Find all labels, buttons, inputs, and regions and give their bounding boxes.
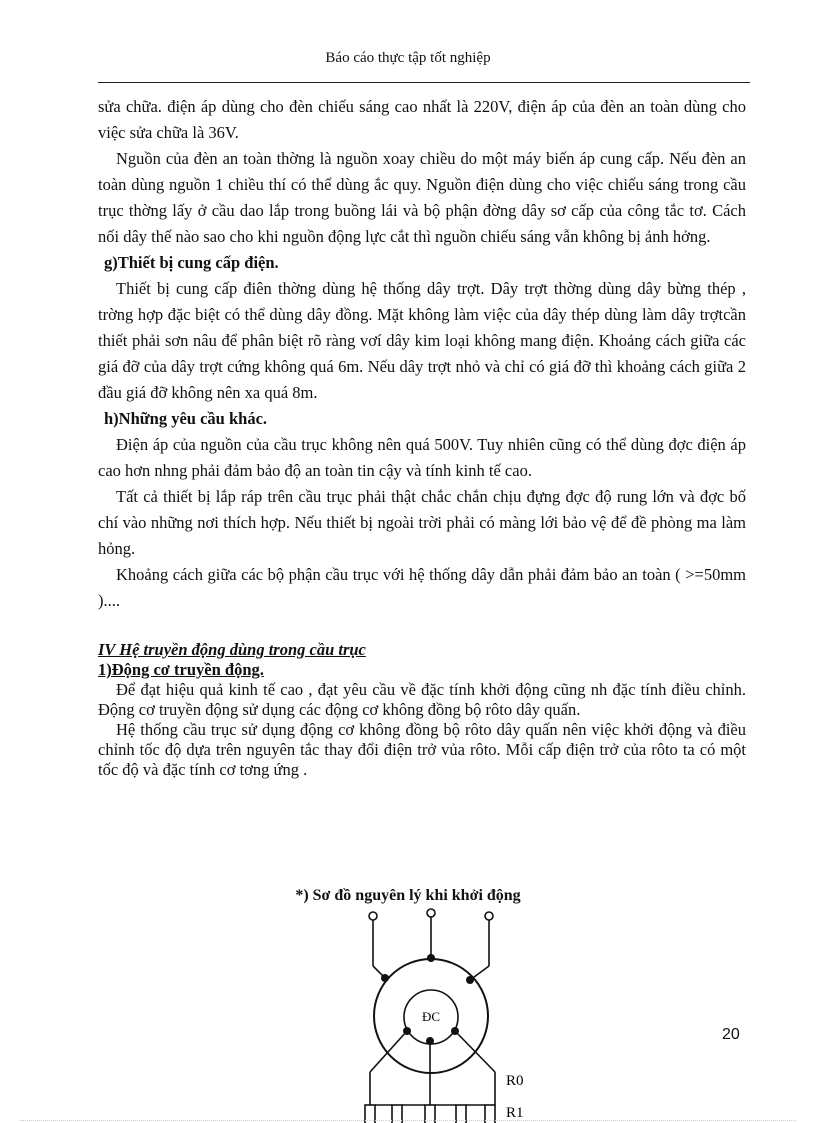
diagram-title: *) Sơ đồ nguyên lý khi khởi động <box>295 887 521 904</box>
node-dot <box>427 954 435 962</box>
section-title-iv: IV Hệ truyền động dùng trong cầu trục <box>98 640 366 659</box>
paragraph: Hệ thống cầu trục sử dụng động cơ không đồng bộ rôto dây quấn nên việc khởi động và điều chỉnh tốc độ dựa trên nguyên tắc thay đổi điện trở vủa rôto. Mỗi cấp điện trở của rôto ta có một tốc độ và đặc tính cơ tơng ứng . <box>98 720 746 779</box>
node-dot <box>403 1027 411 1035</box>
page-header: Báo cáo thực tập tốt nghiệp <box>325 50 491 66</box>
section-heading-h: h)Những yêu cầu khác. <box>104 409 268 428</box>
paragraph: Để đạt hiệu quả kinh tế cao , đạt yêu cầu về đặc tính khởi động cũng nh đặc tính điều chỉnh. Động cơ truyền động sử dụng các động cơ không đồng bộ rôto dây quấn. <box>98 680 746 719</box>
page-edge <box>20 1120 796 1121</box>
node-dot <box>451 1027 459 1035</box>
node-dot <box>426 1037 434 1045</box>
motor-label: ĐC <box>421 1009 441 1024</box>
node-dot <box>381 974 389 982</box>
r0-label: R0 <box>506 1073 524 1089</box>
paragraph: Điện áp của nguồn của cầu trục không nên quá 500V. Tuy nhiên cũng có thể dùng đợc điện áp cao hơn nhng phải đảm bảo độ an toàn tin cậy và tính kinh tế cao. <box>98 435 746 480</box>
section-heading-g: g)Thiết bị cung cấp điện. <box>104 253 279 272</box>
paragraph: Thiết bị cung cấp điên thờng dùng hệ thống dây trợt. Dây trợt thờng dùng dây bừng thép , trờng hợp đặc biệt có thể dùng dây đồng. Mặt không làm việc của dây thép dùng làm dây trợtcần thiết phải sơn nâu để phân biệt rõ ràng vơí dây kim loại không mang điện. Khoảng cách giữa các giá đỡ của dây trợt cứng không quá 6m. Nếu dây trợt nhỏ và chỉ có giá đỡ thì khoảng cách giữa 2 đầu giá đỡ không nên xa quá 8m. <box>98 279 746 402</box>
paragraph: Tất cả thiết bị lắp ráp trên cầu trục phải thật chắc chắn chịu đựng đợc độ rung lớn và đợc bố chí vào những nơi thích hợp. Nếu thiết bị ngoài trời phải có màng lới bảo vệ để đề phòng ma làm hỏng. <box>98 487 746 558</box>
terminal <box>427 909 435 917</box>
r1-label: R1 <box>506 1105 524 1121</box>
paragraph: sửa chữa. điện áp dùng cho đèn chiếu sáng cao nhất là 220V, điện áp của đèn an toàn dùng cho việc sửa chữa là 36V. <box>98 97 746 142</box>
subsection-title-1: 1)Động cơ truyền động. <box>98 660 264 679</box>
paragraph: Khoảng cách giữa các bộ phận cầu trục với hệ thống dây dẫn phải đảm bảo an toàn ( >=50mm ).... <box>98 565 746 610</box>
node-dot <box>466 976 474 984</box>
terminal <box>485 912 493 920</box>
paragraph: Nguồn của đèn an toàn thờng là nguồn xoay chiều do một máy biến áp cung cấp. Nếu đèn an toàn dùng nguồn 1 chiều thí có thể dùng ắc quy. Nguồn điện dùng cho việc chiếu sáng trong cầu trục thờng lấy ở cầu dao lắp trong buồng lái và bộ phận đờng dây sơ cấp của công tắc tơ. Cách nối dây thế nào sao cho khi nguồn động lực cắt thì nguồn chiếu sáng vẫn không bị ảnh hởng. <box>98 149 746 246</box>
terminal <box>369 912 377 920</box>
page-number: 20 <box>722 1026 740 1043</box>
